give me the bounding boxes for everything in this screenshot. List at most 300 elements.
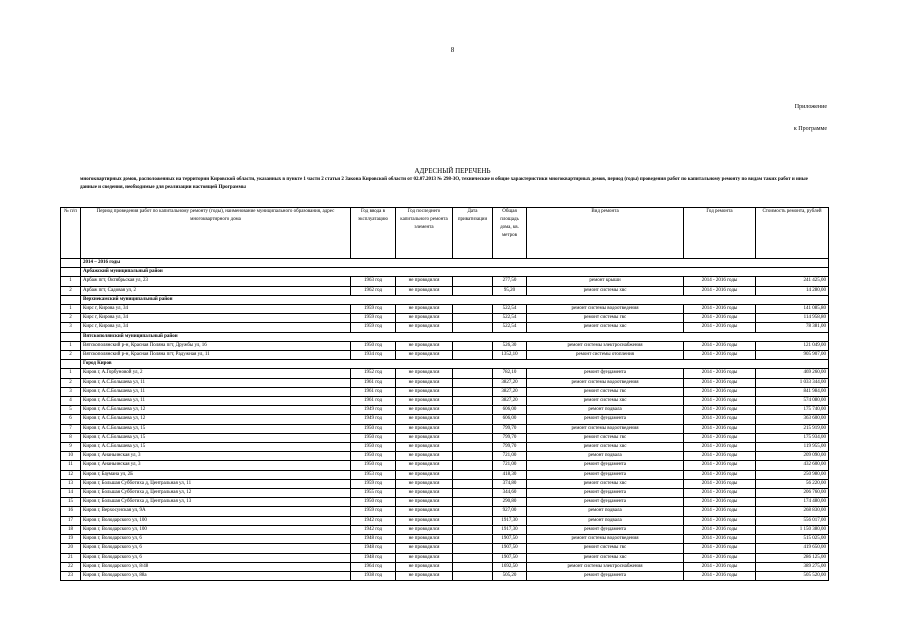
row-repair-type: ремонт фундамента — [527, 498, 684, 507]
row-privatization-date — [453, 323, 493, 332]
table-row — [61, 479, 829, 488]
table-row — [61, 535, 829, 544]
row-last-repair: не проводился — [396, 516, 453, 525]
row-cost: 841 984,00 — [756, 387, 829, 396]
row-number: 10 — [61, 452, 81, 461]
row-address: Арбаж пгт, Октябрьская ул, 23 — [81, 277, 351, 286]
row-area: 1917,30 — [493, 525, 527, 534]
row-commission-year: 1948 год — [351, 535, 396, 544]
row-privatization-date — [453, 341, 493, 350]
row-cost: 175 740,00 — [756, 406, 829, 415]
row-cost: 175 934,00 — [756, 433, 829, 442]
table-row — [61, 341, 829, 350]
row-address: Киров г, Володарского ул, 6 — [81, 544, 351, 553]
row-repair-year: 2014 - 2016 годы — [684, 397, 756, 406]
row-area: 799,70 — [493, 433, 527, 442]
row-address: Киров г, А.С.Большева ул, 15 — [81, 433, 351, 442]
row-area: 522,54 — [493, 314, 527, 323]
row-last-repair: не проводился — [396, 286, 453, 295]
row-number: 1 — [61, 341, 81, 350]
row-commission-year: 1959 год — [351, 323, 396, 332]
row-last-repair: не проводился — [396, 397, 453, 406]
row-number: 23 — [61, 571, 81, 580]
table-row — [61, 470, 829, 479]
row-last-repair: не проводился — [396, 535, 453, 544]
row-last-repair: не проводился — [396, 378, 453, 387]
row-privatization-date — [453, 507, 493, 516]
row-number: 4 — [61, 397, 81, 406]
row-repair-type: ремонт системы хвс — [527, 553, 684, 562]
row-repair-type: ремонт системы гвс — [527, 387, 684, 396]
table-row — [61, 562, 829, 571]
row-number: 14 — [61, 489, 81, 498]
row-area: 1907,50 — [493, 544, 527, 553]
row-address: Кирс г, Кирова ул, 34 — [81, 305, 351, 314]
row-last-repair: не проводился — [396, 544, 453, 553]
section-row — [61, 295, 829, 304]
row-repair-type: ремонт фундамента — [527, 525, 684, 534]
row-cost: 114 958,80 — [756, 314, 829, 323]
row-commission-year: 1961 год — [351, 397, 396, 406]
header-number: № п/п — [61, 208, 81, 259]
section-title: 2014 – 2016 годы — [81, 259, 829, 268]
row-cost: 1 033 344,00 — [756, 378, 829, 387]
row-area: 374,80 — [493, 479, 527, 488]
row-privatization-date — [453, 277, 493, 286]
section-empty-cell — [61, 268, 81, 277]
row-repair-year: 2014 - 2016 годы — [684, 535, 756, 544]
row-area: 782,10 — [493, 369, 527, 378]
row-address: Киров г, А.Горбуновой ул, 2 — [81, 369, 351, 378]
row-address: Киров г, Баумана ул, 2Б — [81, 470, 351, 479]
row-area: 799,70 — [493, 443, 527, 452]
row-number: 2 — [61, 351, 81, 360]
row-last-repair: не проводился — [396, 498, 453, 507]
table-row — [61, 525, 829, 534]
row-privatization-date — [453, 553, 493, 562]
row-area: 277,50 — [493, 277, 527, 286]
header-repair-cost: Стоимость ремонта, рублей — [756, 208, 829, 259]
table-row — [61, 369, 829, 378]
row-commission-year: 1959 год — [351, 507, 396, 516]
section-row — [61, 268, 829, 277]
row-repair-year: 2014 - 2016 годы — [684, 415, 756, 424]
row-area: 522,54 — [493, 305, 527, 314]
row-cost: 419 650,00 — [756, 544, 829, 553]
row-area: 3827,20 — [493, 397, 527, 406]
row-area: 927,00 — [493, 507, 527, 516]
row-last-repair: не проводился — [396, 452, 453, 461]
row-privatization-date — [453, 415, 493, 424]
row-repair-type: ремонт системы водоотведения — [527, 305, 684, 314]
row-address: Киров г, Володарского ул, 88а — [81, 571, 351, 580]
row-repair-year: 2014 - 2016 годы — [684, 387, 756, 396]
row-repair-type: ремонт фундамента — [527, 470, 684, 479]
row-repair-year: 2014 - 2016 годы — [684, 516, 756, 525]
row-cost: 268 830,00 — [756, 507, 829, 516]
row-repair-year: 2014 - 2016 годы — [684, 443, 756, 452]
row-cost: 556 017,00 — [756, 516, 829, 525]
row-last-repair: не проводился — [396, 387, 453, 396]
row-privatization-date — [453, 562, 493, 571]
row-privatization-date — [453, 461, 493, 470]
row-number: 1 — [61, 277, 81, 286]
row-cost: 286 125,00 — [756, 553, 829, 562]
row-repair-type: ремонт системы хвс — [527, 397, 684, 406]
row-address: Киров г, Большая Субботиха д, Центральная ул, 13 — [81, 498, 351, 507]
row-repair-type: ремонт фундамента — [527, 489, 684, 498]
table-row — [61, 571, 829, 580]
row-repair-year: 2014 - 2016 годы — [684, 507, 756, 516]
row-address: Арбаж пгт, Садовая ул, 2 — [81, 286, 351, 295]
row-number: 2 — [61, 286, 81, 295]
table-row — [61, 397, 829, 406]
row-area: 1692,50 — [493, 562, 527, 571]
row-address: Киров г, Володарского ул, 8/48 — [81, 562, 351, 571]
row-address: Киров г, Ананьинская ул, 3 — [81, 452, 351, 461]
appendix-program-label: к Программе — [793, 126, 827, 132]
row-address: Вятскополянский р-н, Красная Поляна пгт, Радужная ул, 11 — [81, 351, 351, 360]
row-last-repair: не проводился — [396, 351, 453, 360]
row-last-repair: не проводился — [396, 553, 453, 562]
row-repair-type: ремонт фундамента — [527, 369, 684, 378]
row-area: 1907,50 — [493, 535, 527, 544]
row-repair-year: 2014 - 2016 годы — [684, 286, 756, 295]
row-number: 1 — [61, 369, 81, 378]
row-address: Киров г, Володарского ул, 6 — [81, 553, 351, 562]
row-repair-year: 2014 - 2016 годы — [684, 525, 756, 534]
row-last-repair: не проводился — [396, 479, 453, 488]
row-number: 17 — [61, 516, 81, 525]
header-address: Период проведения работ по капитальному ремонту (годы), наименование муниципального образования, адрес многоквартирного дома — [81, 208, 351, 259]
row-address: Вятскополянский р-н, Красная Поляна пгт, Дружбы ул, 16 — [81, 341, 351, 350]
table-row — [61, 507, 829, 516]
row-area: 344,60 — [493, 489, 527, 498]
row-cost: 389 275,00 — [756, 562, 829, 571]
row-privatization-date — [453, 433, 493, 442]
row-cost: 574 080,00 — [756, 397, 829, 406]
row-privatization-date — [453, 470, 493, 479]
row-commission-year: 1962 год — [351, 286, 396, 295]
row-number: 18 — [61, 525, 81, 534]
row-cost: 209 090,00 — [756, 452, 829, 461]
row-commission-year: 1950 год — [351, 424, 396, 433]
table-row — [61, 489, 829, 498]
row-cost: 363 600,00 — [756, 415, 829, 424]
row-repair-year: 2014 - 2016 годы — [684, 498, 756, 507]
row-commission-year: 1950 год — [351, 433, 396, 442]
row-cost: 1 150 380,00 — [756, 525, 829, 534]
row-repair-type: ремонт системы электроснабжения — [527, 562, 684, 571]
table-row — [61, 516, 829, 525]
row-cost: 56 220,00 — [756, 479, 829, 488]
row-privatization-date — [453, 314, 493, 323]
row-repair-year: 2014 - 2016 годы — [684, 562, 756, 571]
row-repair-year: 2014 - 2016 годы — [684, 571, 756, 580]
row-repair-type: ремонт системы хвс — [527, 323, 684, 332]
row-address: Киров г, Верхосунская ул, 9А — [81, 507, 351, 516]
row-area: 3827,20 — [493, 387, 527, 396]
row-last-repair: не проводился — [396, 305, 453, 314]
section-empty-cell — [61, 332, 81, 341]
row-repair-year: 2014 - 2016 годы — [684, 489, 756, 498]
row-area: 721,00 — [493, 452, 527, 461]
row-repair-year: 2014 - 2016 годы — [684, 433, 756, 442]
section-empty-cell — [61, 360, 81, 369]
row-address: Киров г, А.С.Большева ул, 11 — [81, 378, 351, 387]
row-address: Кирс г, Кирова ул, 34 — [81, 314, 351, 323]
table-row — [61, 424, 829, 433]
row-area: 522,54 — [493, 323, 527, 332]
table-row — [61, 378, 829, 387]
row-repair-year: 2014 - 2016 годы — [684, 544, 756, 553]
row-repair-type: ремонт подвала — [527, 507, 684, 516]
row-repair-year: 2014 - 2016 годы — [684, 314, 756, 323]
row-last-repair: не проводился — [396, 277, 453, 286]
section-title: Город Киров — [81, 360, 829, 369]
row-commission-year: 1948 год — [351, 553, 396, 562]
row-repair-year: 2014 - 2016 годы — [684, 351, 756, 360]
header-total-area: Общая площадь дома, кв. метров — [493, 208, 527, 259]
row-number: 1 — [61, 305, 81, 314]
row-commission-year: 1950 год — [351, 443, 396, 452]
row-area: 799,70 — [493, 424, 527, 433]
table-row — [61, 415, 829, 424]
row-privatization-date — [453, 443, 493, 452]
row-last-repair: не проводился — [396, 489, 453, 498]
row-number: 7 — [61, 424, 81, 433]
header-commission-year: Год ввода в эксплуатацию — [351, 208, 396, 259]
row-commission-year: 1934 год — [351, 351, 396, 360]
row-address: Киров г, Ананьинская ул, 3 — [81, 461, 351, 470]
row-cost: 78 381,00 — [756, 323, 829, 332]
row-commission-year: 1949 год — [351, 415, 396, 424]
table-row — [61, 351, 829, 360]
section-row — [61, 259, 829, 268]
row-last-repair: не проводился — [396, 443, 453, 452]
header-privatization-date: Дата приватизации — [453, 208, 493, 259]
row-number: 21 — [61, 553, 81, 562]
table-row — [61, 314, 829, 323]
row-cost: 119 955,00 — [756, 443, 829, 452]
row-commission-year: 1959 год — [351, 479, 396, 488]
row-last-repair: не проводился — [396, 470, 453, 479]
row-privatization-date — [453, 351, 493, 360]
row-number: 20 — [61, 544, 81, 553]
table-row — [61, 443, 829, 452]
row-repair-type: ремонт системы отопления — [527, 351, 684, 360]
row-cost: 215 919,00 — [756, 424, 829, 433]
row-repair-year: 2014 - 2016 годы — [684, 277, 756, 286]
row-last-repair: не проводился — [396, 369, 453, 378]
row-address: Киров г, Володарского ул, 6 — [81, 535, 351, 544]
row-commission-year: 1952 год — [351, 369, 396, 378]
row-area: 1917,30 — [493, 516, 527, 525]
row-repair-year: 2014 - 2016 годы — [684, 378, 756, 387]
document-subtitle: многоквартирных домов, расположенных на территории Кировской области, указанных в пункте 1 части 2 статьи 2 Закона Кировской области от 02.07.2013 № 298-ЗО, технические и общие характеристики многоквартирных домов, период (годы) проведения работ по капитальному ремонту по видам таких работ и иные данные и сведения, необходимые для реализации настоящей Программы — [80, 177, 808, 190]
row-privatization-date — [453, 479, 493, 488]
table-row — [61, 387, 829, 396]
row-number: 5 — [61, 406, 81, 415]
row-cost: 469 260,00 — [756, 369, 829, 378]
row-address: Киров г, Володарского ул, 100 — [81, 525, 351, 534]
row-repair-year: 2014 - 2016 годы — [684, 553, 756, 562]
row-commission-year: 1955 год — [351, 489, 396, 498]
row-last-repair: не проводился — [396, 525, 453, 534]
row-repair-year: 2014 - 2016 годы — [684, 305, 756, 314]
table-row — [61, 406, 829, 415]
document-title: АДРЕСНЫЙ ПЕРЕЧЕНЬ — [414, 167, 491, 175]
row-last-repair: не проводился — [396, 406, 453, 415]
row-repair-type: ремонт фундамента — [527, 461, 684, 470]
row-repair-year: 2014 - 2016 годы — [684, 461, 756, 470]
header-repair-year: Год ремонта — [684, 208, 756, 259]
row-privatization-date — [453, 452, 493, 461]
row-area: 1352,10 — [493, 351, 527, 360]
row-cost: 905 907,00 — [756, 351, 829, 360]
section-empty-cell — [61, 259, 81, 268]
row-area: 290,80 — [493, 498, 527, 507]
section-row — [61, 360, 829, 369]
table-row — [61, 553, 829, 562]
row-repair-year: 2014 - 2016 годы — [684, 452, 756, 461]
row-privatization-date — [453, 424, 493, 433]
table-body — [61, 259, 829, 581]
row-address: Киров г, А.С.Большева ул, 11 — [81, 387, 351, 396]
row-last-repair: не проводился — [396, 433, 453, 442]
row-commission-year: 1950 год — [351, 341, 396, 350]
row-cost: 432 600,00 — [756, 461, 829, 470]
row-number: 11 — [61, 461, 81, 470]
row-address: Киров г, Володарского ул, 100 — [81, 516, 351, 525]
row-address: Киров г, А.С.Большева ул, 12 — [81, 415, 351, 424]
row-commission-year: 1959 год — [351, 314, 396, 323]
row-number: 13 — [61, 479, 81, 488]
row-cost: 241 425,00 — [756, 277, 829, 286]
row-number: 2 — [61, 314, 81, 323]
row-commission-year: 1949 год — [351, 406, 396, 415]
table-row — [61, 452, 829, 461]
row-privatization-date — [453, 387, 493, 396]
row-repair-type: ремонт системы электроснабжения — [527, 341, 684, 350]
row-address: Киров г, А.С.Большева ул, 15 — [81, 424, 351, 433]
section-title: Верхнекамский муниципальный район — [81, 295, 829, 304]
row-privatization-date — [453, 535, 493, 544]
row-commission-year: 1959 год — [351, 305, 396, 314]
row-repair-type: ремонт системы гвс — [527, 544, 684, 553]
row-area: 95,20 — [493, 286, 527, 295]
appendix-label: Приложение — [794, 104, 827, 110]
row-address: Кирс г, Кирова ул, 34 — [81, 323, 351, 332]
row-repair-year: 2014 - 2016 годы — [684, 369, 756, 378]
row-last-repair: не проводился — [396, 461, 453, 470]
row-number: 12 — [61, 470, 81, 479]
row-privatization-date — [453, 286, 493, 295]
row-commission-year: 1938 год — [351, 571, 396, 580]
row-repair-type: ремонт крыши — [527, 277, 684, 286]
row-privatization-date — [453, 516, 493, 525]
row-number: 9 — [61, 443, 81, 452]
row-number: 22 — [61, 562, 81, 571]
table-row — [61, 461, 829, 470]
row-commission-year: 1961 год — [351, 387, 396, 396]
row-privatization-date — [453, 305, 493, 314]
row-last-repair: не проводился — [396, 507, 453, 516]
row-number: 3 — [61, 323, 81, 332]
row-cost: 121 049,00 — [756, 341, 829, 350]
row-privatization-date — [453, 571, 493, 580]
row-cost: 505 520,00 — [756, 571, 829, 580]
row-last-repair: не проводился — [396, 415, 453, 424]
row-last-repair: не проводился — [396, 323, 453, 332]
table-row — [61, 277, 829, 286]
page-number: 8 — [450, 46, 455, 54]
address-list-table — [60, 207, 829, 581]
row-cost: 174 480,00 — [756, 498, 829, 507]
row-privatization-date — [453, 406, 493, 415]
row-commission-year: 1963 год — [351, 277, 396, 286]
row-repair-type: ремонт системы водоотведения — [527, 424, 684, 433]
header-repair-type: Вид ремонта — [527, 208, 684, 259]
row-last-repair: не проводился — [396, 424, 453, 433]
row-number: 6 — [61, 415, 81, 424]
table-header-row — [61, 208, 829, 259]
row-commission-year: 1961 год — [351, 378, 396, 387]
row-area: 418,30 — [493, 470, 527, 479]
table-row — [61, 544, 829, 553]
row-commission-year: 1964 год — [351, 562, 396, 571]
row-number: 16 — [61, 507, 81, 516]
row-repair-type: ремонт подвала — [527, 406, 684, 415]
row-repair-year: 2014 - 2016 годы — [684, 479, 756, 488]
row-number: 15 — [61, 498, 81, 507]
row-area: 3827,20 — [493, 378, 527, 387]
row-last-repair: не проводился — [396, 562, 453, 571]
row-address: Киров г, А.С.Большева ул, 11 — [81, 397, 351, 406]
header-last-repair-year: Год последнего капитального ремонта элемента — [396, 208, 453, 259]
row-privatization-date — [453, 525, 493, 534]
row-last-repair: не проводился — [396, 314, 453, 323]
row-address: Киров г, А.С.Большева ул, 12 — [81, 406, 351, 415]
row-commission-year: 1953 год — [351, 470, 396, 479]
row-commission-year: 1950 год — [351, 461, 396, 470]
row-privatization-date — [453, 369, 493, 378]
row-privatization-date — [453, 489, 493, 498]
row-repair-type: ремонт подвала — [527, 516, 684, 525]
row-cost: 515 025,00 — [756, 535, 829, 544]
row-cost: 14 280,00 — [756, 286, 829, 295]
table-row — [61, 323, 829, 332]
section-title: Арбажский муниципальный район — [81, 268, 829, 277]
table-row — [61, 433, 829, 442]
row-repair-year: 2014 - 2016 годы — [684, 424, 756, 433]
row-last-repair: не проводился — [396, 341, 453, 350]
row-last-repair: не проводился — [396, 571, 453, 580]
row-number: 19 — [61, 535, 81, 544]
row-repair-type: ремонт системы гвс — [527, 314, 684, 323]
row-repair-type: ремонт системы водоотведения — [527, 378, 684, 387]
row-number: 2 — [61, 378, 81, 387]
row-commission-year: 1942 год — [351, 525, 396, 534]
row-area: 606,00 — [493, 406, 527, 415]
row-cost: 250 980,00 — [756, 470, 829, 479]
row-area: 505,20 — [493, 571, 527, 580]
row-cost: 206 760,00 — [756, 489, 829, 498]
table-row — [61, 498, 829, 507]
row-area: 606,00 — [493, 415, 527, 424]
row-area: 1907,50 — [493, 553, 527, 562]
row-commission-year: 1942 год — [351, 516, 396, 525]
